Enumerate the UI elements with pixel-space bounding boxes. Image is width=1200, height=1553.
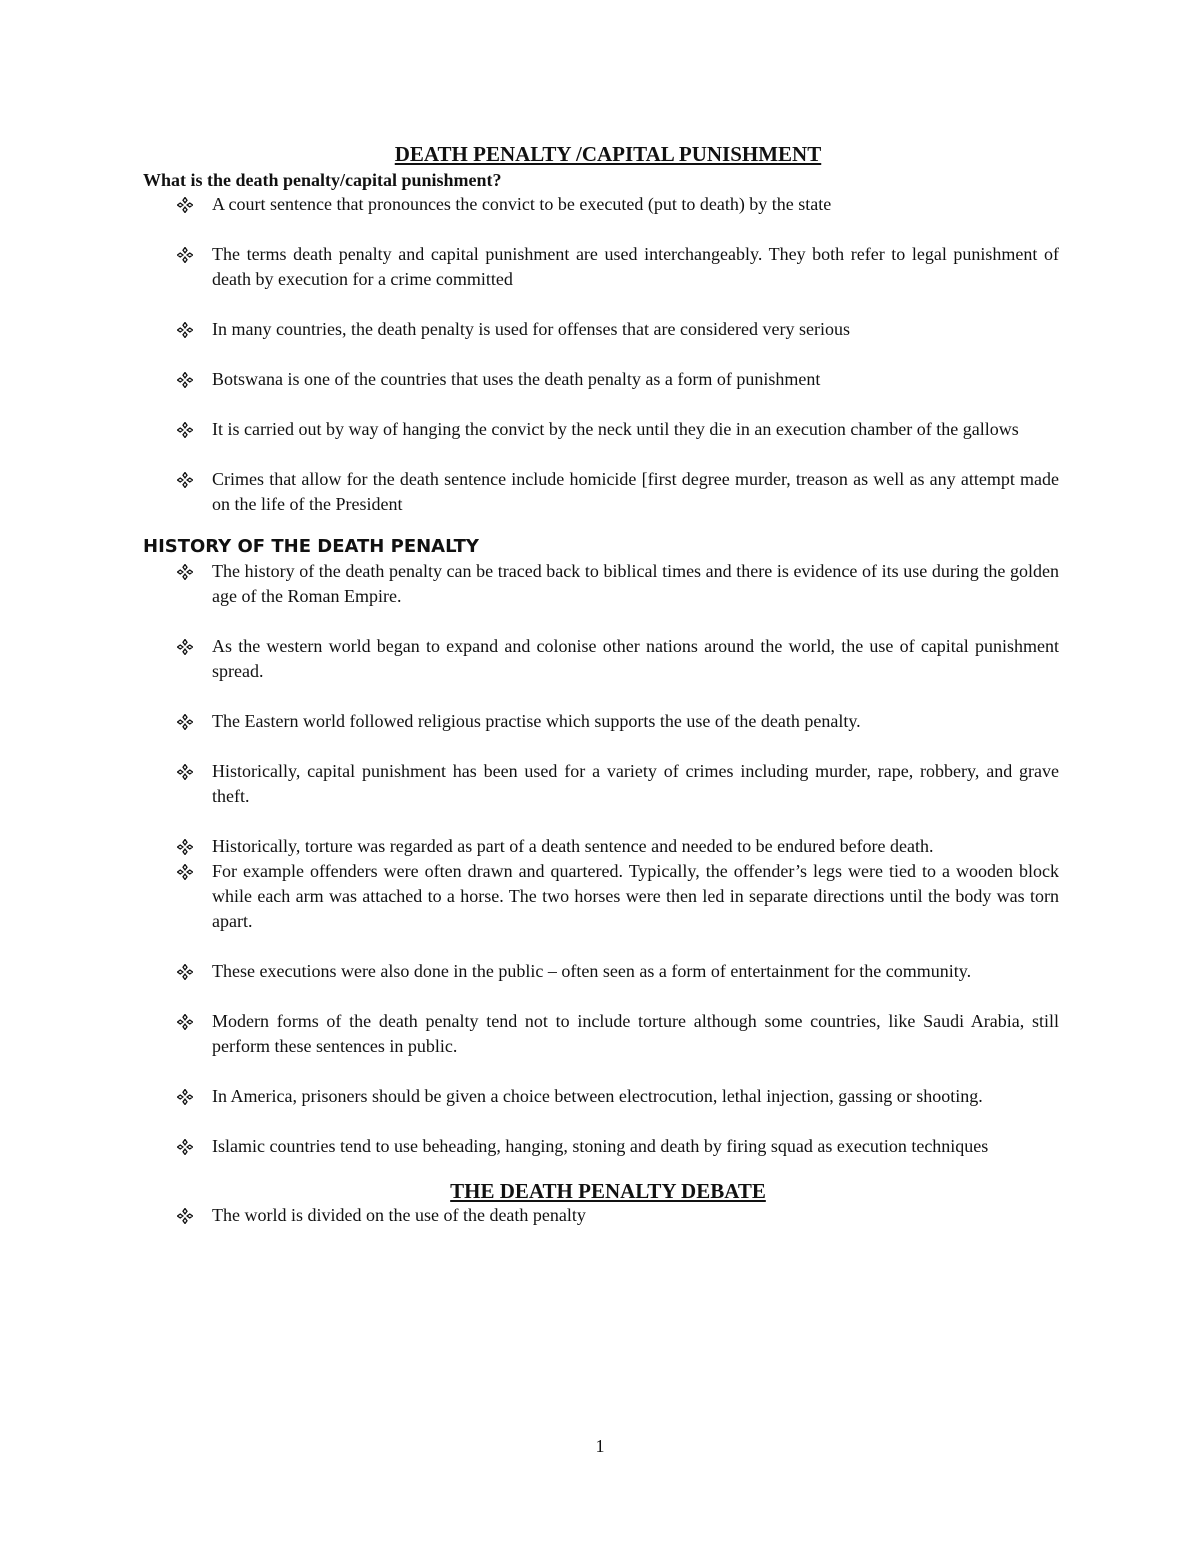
page-number: 1 xyxy=(595,1436,605,1456)
four-diamond-bullet-icon xyxy=(177,372,193,388)
four-diamond-bullet-icon xyxy=(177,1014,193,1030)
list-item-text: The terms death penalty and capital punishment are used interchangeably. They both refer to legal punishment of death by execution for a crime committed xyxy=(212,244,1059,289)
list-item xyxy=(143,834,1059,859)
list-item-text: Islamic countries tend to use beheading, hanging, stoning and death by firing squad as execution techniques xyxy=(212,1136,989,1156)
history-heading: HISTORY OF THE DEATH PENALTY xyxy=(143,536,479,557)
list-item-text: For example offenders were often drawn and quartered. Typically, the offender’s legs were tied to a wooden block while each arm was attached to a horse. The two horses were then led in separate directions until the body was torn apart. xyxy=(212,861,1059,931)
list-item xyxy=(143,417,1059,442)
four-diamond-bullet-icon xyxy=(177,714,193,730)
four-diamond-bullet-icon xyxy=(177,964,193,980)
list-item xyxy=(143,759,1059,809)
four-diamond-bullet-icon xyxy=(177,764,193,780)
list-item-text: As the western world began to expand and colonise other nations around the world, the use of capital punishment spread. xyxy=(212,636,1059,681)
list-item xyxy=(143,1084,1059,1109)
four-diamond-bullet-icon xyxy=(177,564,193,580)
list-item xyxy=(143,192,1059,217)
list-item-text: Historically, capital punishment has been used for a variety of crimes including murder, rape, robbery, and grave theft. xyxy=(212,761,1059,806)
list-item-text: A court sentence that pronounces the convict to be executed (put to death) by the state xyxy=(212,194,832,214)
history-list xyxy=(143,559,1059,1159)
four-diamond-bullet-icon xyxy=(177,839,193,855)
list-item-text: The history of the death penalty can be traced back to biblical times and there is evidence of its use during the golden age of the Roman Empire. xyxy=(212,561,1059,606)
document-title: DEATH PENALTY /CAPITAL PUNISHMENT xyxy=(394,142,822,166)
debate-list xyxy=(143,1203,1059,1228)
four-diamond-bullet-icon xyxy=(177,1139,193,1155)
list-item-text: It is carried out by way of hanging the convict by the neck until they die in an execution chamber of the gallows xyxy=(212,419,1019,439)
list-item xyxy=(143,859,1059,934)
definition-list xyxy=(143,192,1059,517)
definition-subtitle: What is the death penalty/capital punishment? xyxy=(143,170,502,190)
document-body xyxy=(143,140,1059,1228)
list-item-text: Historically, torture was regarded as part of a death sentence and needed to be endured before death. xyxy=(212,836,934,856)
list-item xyxy=(143,559,1059,609)
list-item xyxy=(143,709,1059,734)
list-item-text: In many countries, the death penalty is used for offenses that are considered very serious xyxy=(212,319,850,339)
four-diamond-bullet-icon xyxy=(177,639,193,655)
list-item xyxy=(143,1203,1059,1228)
four-diamond-bullet-icon xyxy=(177,1089,193,1105)
four-diamond-bullet-icon xyxy=(177,472,193,488)
four-diamond-bullet-icon xyxy=(177,1208,193,1224)
list-item-text: Crimes that allow for the death sentence include homicide [first degree murder, treason as well as any attempt made on the life of the President xyxy=(212,469,1059,514)
four-diamond-bullet-icon xyxy=(177,422,193,438)
list-item xyxy=(143,317,1059,342)
list-item-text: The world is divided on the use of the death penalty xyxy=(212,1205,586,1225)
list-item-text: Modern forms of the death penalty tend not to include torture although some countries, like Saudi Arabia, still perform these sentences in public. xyxy=(212,1011,1059,1056)
four-diamond-bullet-icon xyxy=(177,864,193,880)
list-item xyxy=(143,367,1059,392)
list-item xyxy=(143,959,1059,984)
list-item xyxy=(143,1134,1059,1159)
list-item xyxy=(143,467,1059,517)
four-diamond-bullet-icon xyxy=(177,197,193,213)
debate-heading: THE DEATH PENALTY DEBATE xyxy=(450,1179,766,1203)
four-diamond-bullet-icon xyxy=(177,322,193,338)
list-item-text: The Eastern world followed religious practise which supports the use of the death penalty. xyxy=(212,711,861,731)
list-item-text: In America, prisoners should be given a choice between electrocution, lethal injection, gassing or shooting. xyxy=(212,1086,983,1106)
list-item xyxy=(143,242,1059,292)
list-item-text: Botswana is one of the countries that uses the death penalty as a form of punishment xyxy=(212,369,821,389)
list-item-text: These executions were also done in the public – often seen as a form of entertainment for the community. xyxy=(212,961,972,981)
list-item xyxy=(143,634,1059,684)
four-diamond-bullet-icon xyxy=(177,247,193,263)
list-item xyxy=(143,1009,1059,1059)
